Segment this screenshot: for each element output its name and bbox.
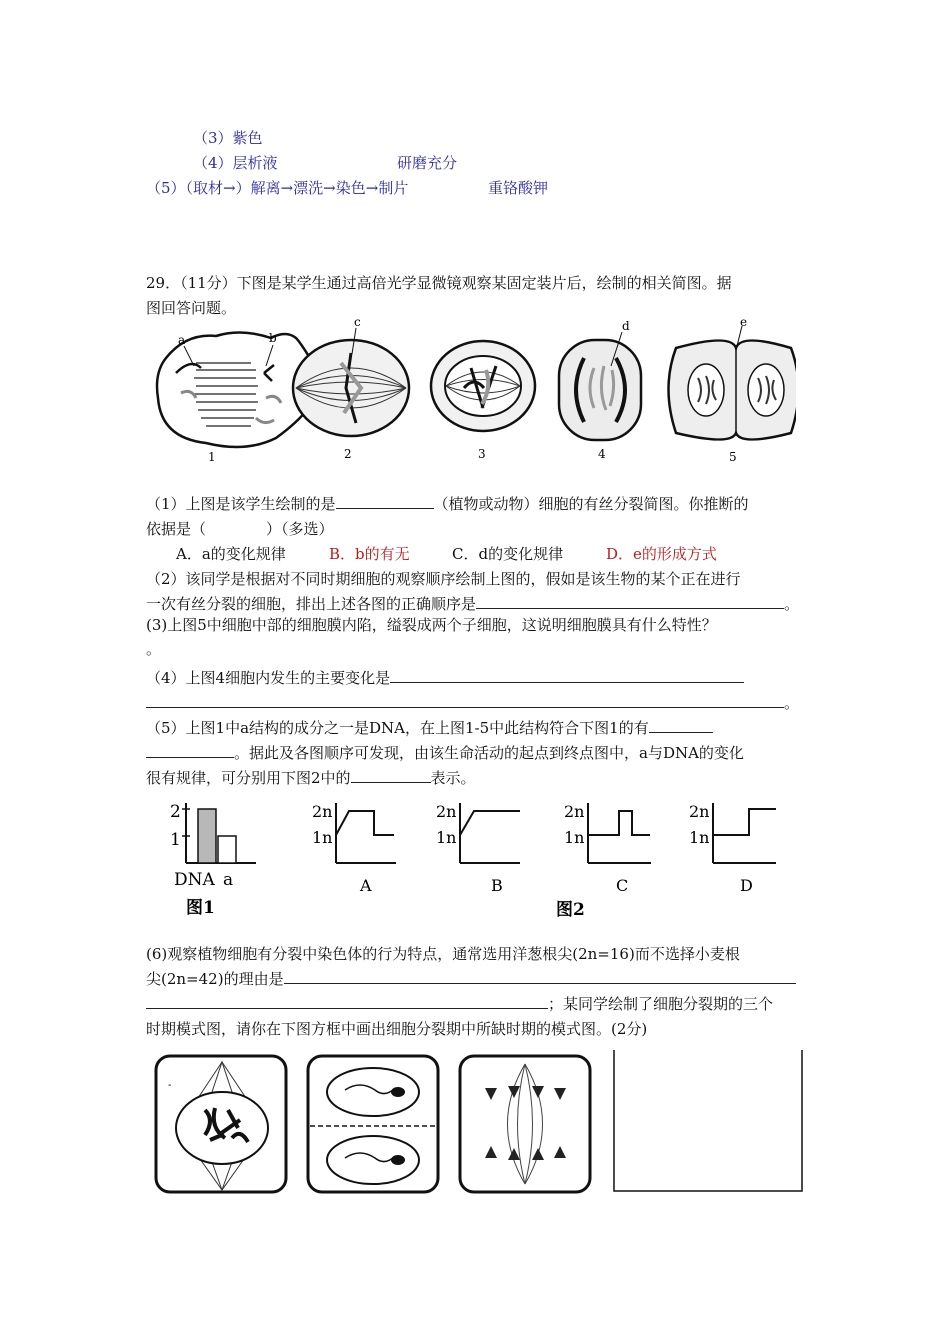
fig1-caption: 图1 [186,898,215,918]
q29-part6-line1: (6)观察植物细胞有分裂中染色体的行为特点，通常选用洋葱根尖(2n=16)而不选择小麦根 [146,945,740,963]
q29-part6-line2 [146,968,796,989]
option-b: B．b的有无 [329,545,410,563]
part5-text-b: 。据此及各图顺序可发现，由该生命活动的起点到终点图中，a与DNA的变化 [234,744,744,762]
cell-4 [559,319,641,461]
part2-text: 一次有丝分裂的细胞，排出上述各图的正确顺序是 [146,595,477,613]
fig2-c-ytick-2n: 2n [564,802,585,821]
part4-blank-2[interactable] [146,692,784,708]
part4-text: （4）上图4细胞内发生的主要变化是 [146,669,391,687]
q29-part1-line1 [146,493,749,514]
part1-text-c: 依据是（ [146,520,207,538]
mitosis-cells-figure [146,318,796,470]
svg-text:-: - [168,1080,172,1091]
model-cell-3 [460,1056,590,1192]
q29-part6-line3 [146,993,773,1014]
cell-number-4: 4 [598,447,606,461]
option-a: A．a的变化规律 [176,545,286,563]
cell-number-2: 2 [344,447,352,461]
answer-5: （5）（取材→）解离→漂洗→染色→制片 [146,179,409,197]
fig2-a-label: A [360,876,372,895]
fig2-b-label: B [491,876,503,895]
part6-text-c: ；某同学绘制了细胞分裂期的三个 [548,995,774,1013]
q29-part5-line2 [146,742,744,763]
fig2-d-ytick-1n: 1n [689,828,710,847]
fig2-a-ytick-2n: 2n [312,802,333,821]
q29-part3-line2: 。 [146,640,162,658]
q29-part2-line2 [146,593,799,614]
answer-4: （4）层析液 [193,154,278,172]
part4-end: 。 [784,694,800,712]
fig1-category-dna: DNA [174,870,215,890]
mitosis-models-figure [150,1050,810,1200]
part5-blank-2[interactable] [146,742,234,758]
part5-text-c: 很有规律，可分别用下图2中的 [146,769,351,787]
option-c: C．d的变化规律 [452,545,564,563]
q29-part4-line2 [146,692,799,713]
label-c: c [354,318,361,329]
fig1-bar-chart [170,802,256,918]
fig2-b-ytick-2n: 2n [436,802,457,821]
fig2-d-ytick-2n: 2n [689,802,710,821]
q29-part5-line1 [146,717,713,738]
part2-end: 。 [784,595,800,613]
fig1-bar-dna [198,809,216,863]
q29-part2-line1: （2）该同学是根据对不同时期细胞的观察顺序绘制上图的，假如是该生物的某个正在进行 [146,570,741,588]
part5-blank-3[interactable] [351,767,431,783]
part5-text-d: 表示。 [430,769,476,787]
answer-3: （3）紫色 [193,129,263,147]
fig2-panel-c [564,802,651,895]
fig2-panel-d [689,802,776,895]
part1-blank-1[interactable] [336,493,434,509]
answer-5b: 重铬酸钾 [488,179,549,197]
fig2-a-ytick-1n: 1n [312,828,333,847]
q29-part1-line2 [146,518,334,539]
q29-intro-1: 29．（11分）下图是某学生通过高倍光学显微镜观察某固定装片后，绘制的相关简图。据 [146,274,732,292]
part5-blank-1[interactable] [649,717,713,733]
fig2-caption: 图2 [556,900,585,920]
fig2-panel-b [436,802,520,895]
label-b: b [269,331,277,345]
model-cell-2 [308,1056,438,1192]
cell-3 [431,341,535,461]
q29-intro-2: 图回答问题。 [146,299,237,317]
part6-blank-2[interactable] [146,993,548,1009]
cell-2 [293,318,409,461]
q29-part6-line4: 时期模式图，请你在下图方框中画出细胞分裂期中所缺时期的模式图。(2分) [146,1020,648,1038]
fig2-panel-a [312,802,396,895]
q29-part3-line1: (3)上图5中细胞中部的细胞膜内陷，缢裂成两个子细胞，这说明细胞膜具有什么特性？ [146,616,717,634]
fig1-bar-a [218,836,236,863]
option-d: D．e的形成方式 [606,545,717,563]
fig2-d-label: D [740,876,753,895]
cell-number-3: 3 [478,447,486,461]
answer-4b: 研磨充分 [397,154,458,172]
fig1-ytick-1: 1 [170,830,181,850]
q29-part4-line1 [146,667,744,688]
part1-text-b: （植物或动物）细胞的有丝分裂简图。你推断的 [433,495,749,513]
part4-blank-1[interactable] [390,667,744,683]
cell-5 [669,318,797,464]
answer-drawing-box[interactable] [614,1050,802,1191]
dna-graphs-figure [146,795,796,925]
label-e: e [740,318,748,329]
q29-part5-line3 [146,767,476,788]
fig2-c-label: C [616,876,629,895]
model-cell-1 [156,1056,286,1192]
fig1-category-a: a [223,870,234,890]
fig2-c-ytick-1n: 1n [564,828,585,847]
part6-text-b: 尖(2n=42)的理由是 [146,970,284,988]
label-a: a [178,333,186,347]
cell-number-1: 1 [208,450,216,464]
part1-text-d: ）（多选） [266,520,334,538]
part2-blank[interactable] [476,593,784,609]
label-d: d [622,319,630,333]
part5-text-a: （5）上图1中a结构的成分之一是DNA，在上图1-5中此结构符合下图1的有 [146,719,649,737]
cell-number-5: 5 [729,450,737,464]
fig1-ytick-2: 2 [170,802,181,822]
part1-text-a: （1）上图是该学生绘制的是 [146,495,336,513]
fig2-b-ytick-1n: 1n [436,828,457,847]
part6-blank-1[interactable] [284,968,796,984]
